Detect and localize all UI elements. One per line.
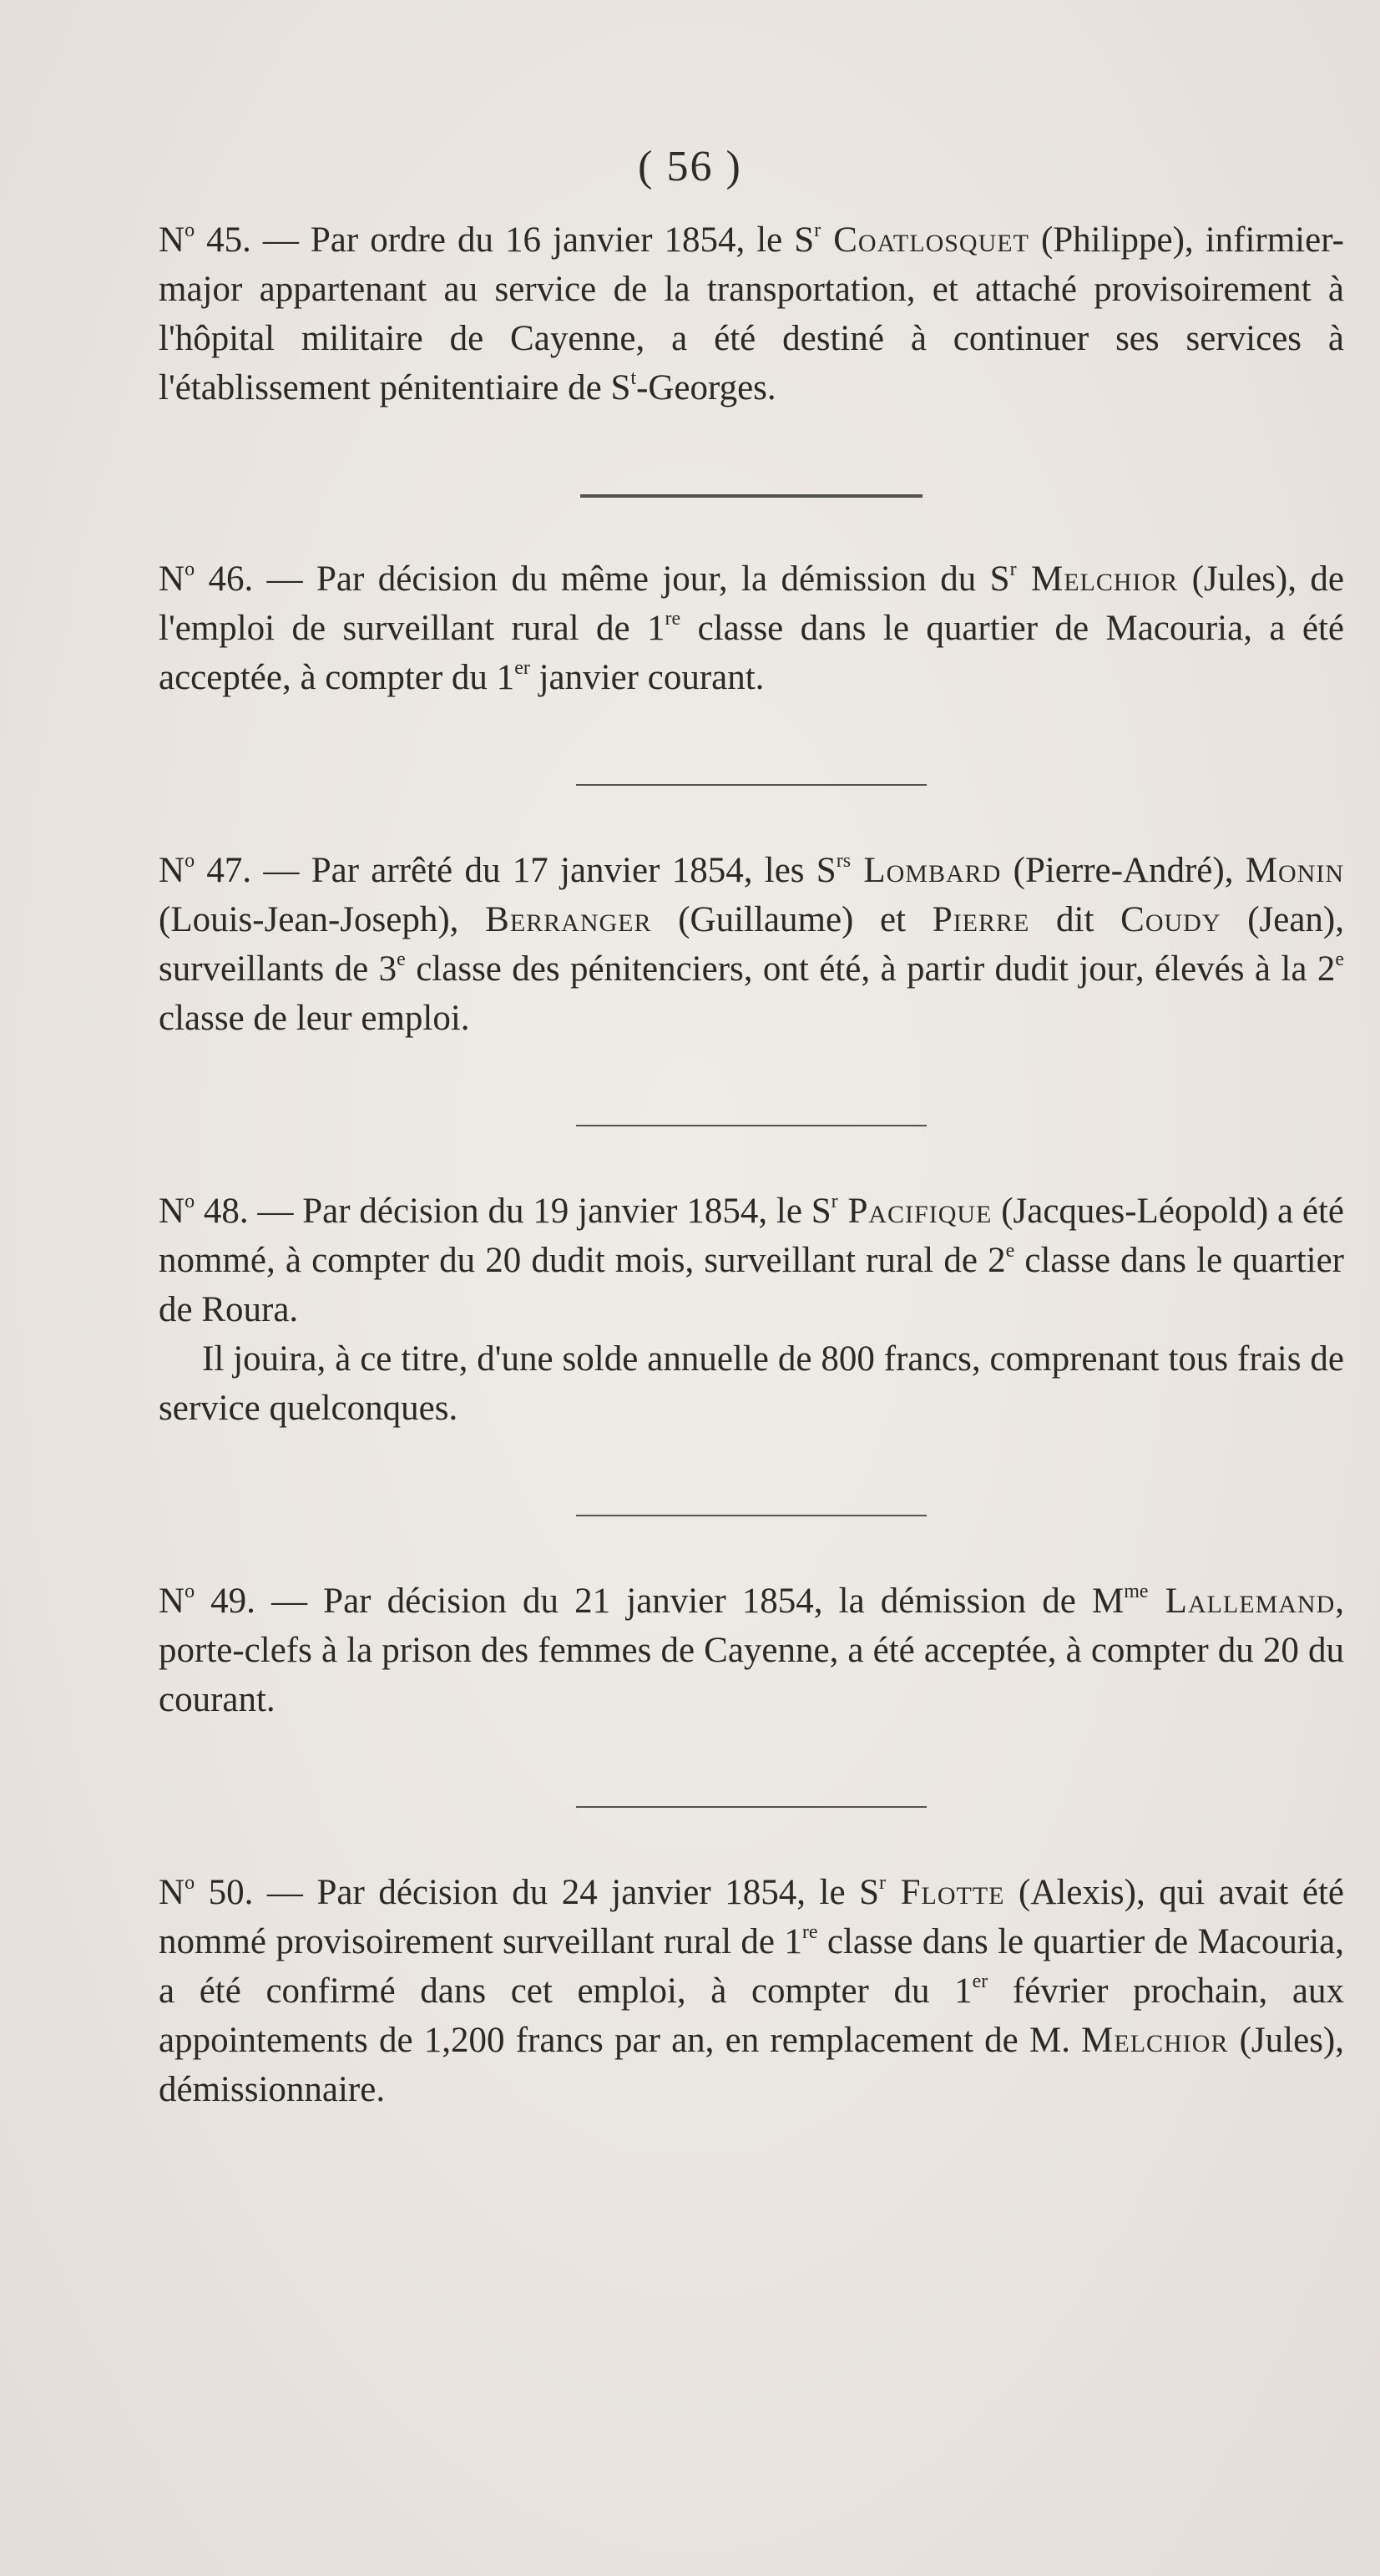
entry-text: 48. — Par décision du 19 janvier 1854, le S — [195, 1192, 832, 1231]
entry-number-prefix: N — [159, 1873, 185, 1912]
entry-text: classe dans le quartier de Roura. — [159, 1241, 1344, 1329]
separator-rule — [576, 1806, 927, 1808]
page-content — [159, 215, 1344, 2114]
superscript: me — [1124, 1581, 1149, 1602]
separator-rule — [580, 494, 923, 498]
entry-text: -Georges. — [636, 368, 776, 407]
superscript: rs — [836, 850, 852, 872]
separator-rule — [576, 784, 927, 786]
superscript: o — [185, 1581, 195, 1602]
person-name: Coatlosquet — [821, 220, 1029, 260]
entry-text: (Guillaume) et — [651, 900, 933, 939]
entry-47 — [159, 846, 1344, 1043]
superscript: r — [831, 1191, 838, 1212]
entry-text: (Jules), démissionnaire. — [159, 2021, 1345, 2109]
entry-text: 45. — Par ordre du 16 janvier 1854, le S — [195, 220, 815, 260]
person-name: Melchior — [1016, 559, 1179, 599]
entry-text: dit — [1029, 900, 1121, 939]
entry-text: 47. — Par arrêté du 17 janvier 1854, les S — [195, 851, 837, 890]
entry-text: 46. — Par décision du même jour, la démission du S — [195, 559, 1010, 599]
entry-46-paragraph — [159, 554, 1344, 702]
entry-text: (Jacques-Léopold) a été nommé, à compter du 20 dudit mois, surveillant rural de 2 — [159, 1192, 1344, 1280]
entry-text: 50. — Par décision du 24 janvier 1854, le S — [195, 1873, 880, 1912]
entry-49 — [159, 1576, 1344, 1724]
entry-50-paragraph — [159, 1868, 1344, 2114]
entry-number-prefix: N — [159, 851, 185, 890]
superscript: re — [801, 1921, 818, 1943]
person-name: Lallemand — [1148, 1582, 1336, 1621]
separator-rule — [576, 1125, 927, 1126]
entry-text: (Pierre-André), — [1001, 851, 1246, 890]
person-name: Pierre — [932, 900, 1030, 939]
entry-47-paragraph — [159, 846, 1344, 1043]
entry-number-prefix: N — [159, 559, 185, 599]
superscript: o — [185, 220, 195, 241]
entry-number-prefix: N — [159, 1192, 185, 1231]
person-name: Melchior — [1081, 2021, 1229, 2060]
entry-48-paragraph — [159, 1187, 1344, 1334]
superscript: r — [1009, 559, 1017, 580]
separator-rule — [576, 1515, 927, 1516]
superscript: o — [185, 1872, 195, 1894]
superscript: r — [879, 1872, 887, 1894]
superscript: re — [665, 608, 681, 630]
entry-46 — [159, 554, 1344, 702]
page-number: ( 56 ) — [638, 143, 742, 190]
entry-number-prefix: N — [159, 220, 185, 260]
person-name: Monin — [1245, 851, 1344, 890]
entry-text: classe dans le quartier de Macouria, a été acceptée, à compter du 1 — [159, 609, 1344, 697]
person-name: Lombard — [851, 851, 1002, 890]
entry-50 — [159, 1868, 1344, 2114]
superscript: e — [1335, 949, 1344, 970]
entry-48 — [159, 1187, 1344, 1433]
entry-49-paragraph — [159, 1576, 1344, 1724]
person-name: Coudy — [1120, 900, 1221, 939]
entry-text: janvier courant. — [529, 658, 765, 697]
entry-number-prefix: N — [159, 1582, 185, 1621]
superscript: e — [397, 949, 406, 970]
superscript: er — [514, 657, 530, 679]
entry-text: (Jules), de l'emploi de surveillant rural de 1 — [159, 559, 1344, 648]
entry-text: classe de leur emploi. — [159, 999, 470, 1038]
superscript: er — [972, 1971, 988, 1992]
entry-text: classe dans le quartier de Macouria, a été confirmé dans cet emploi, à compter du 1 — [159, 1922, 1344, 2011]
person-name: Flotte — [886, 1873, 1005, 1912]
superscript: o — [185, 559, 195, 580]
entry-text: 49. — Par décision du 21 janvier 1854, la démission de M — [195, 1582, 1125, 1621]
superscript: e — [1005, 1240, 1015, 1262]
superscript: o — [185, 1191, 195, 1212]
entry-45 — [159, 215, 1344, 412]
entry-text: (Alexis), qui avait été nommé provisoirement surveillant rural de 1 — [159, 1873, 1344, 1961]
superscript: o — [185, 850, 195, 872]
person-name: Pacifique — [837, 1192, 993, 1231]
entry-45-paragraph — [159, 215, 1344, 412]
entry-text: classe des pénitenciers, ont été, à partir dudit jour, élevés à la 2 — [405, 949, 1336, 989]
entry-text: (Jean), surveillants de 3 — [159, 900, 1344, 989]
entry-text: février prochain, aux appointements de 1,200 francs par an, en remplacement de M. — [159, 1971, 1344, 2060]
person-name: Berranger — [485, 900, 652, 939]
entry-text: , porte-clefs à la prison des femmes de Cayenne, a été acceptée, à compter du 20 du courant. — [159, 1582, 1345, 1719]
entry-text: (Louis-Jean-Joseph), — [159, 900, 486, 939]
entry-text: (Philippe), infirmier-major appartenant au service de la transportation, et attaché provisoirement à l'hôpital militaire de Cayenne, a été destiné à continuer ses services à l'établissement pénitentiaire de S — [159, 220, 1344, 407]
superscript: t — [630, 367, 637, 389]
entry-48-paragraph-2: Il jouira, à ce titre, d'une solde annuelle de 800 francs, comprenant tous frais de service quelconques. — [159, 1339, 1344, 1428]
superscript: r — [814, 220, 821, 241]
